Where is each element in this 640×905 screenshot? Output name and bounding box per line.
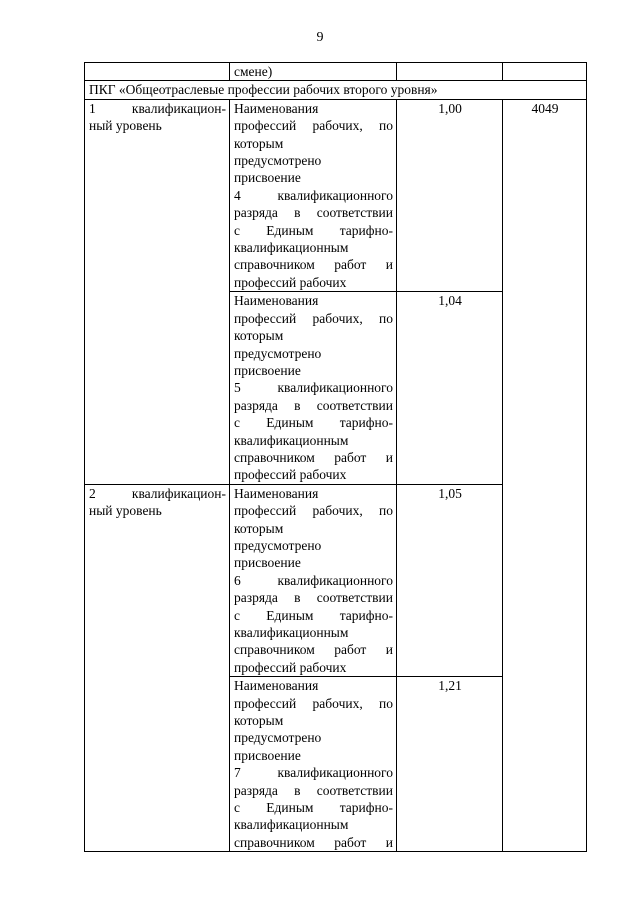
desc-line: которым	[234, 713, 284, 729]
coefficient: 1,04	[397, 292, 503, 484]
level-label-line: ный уровень	[89, 503, 162, 519]
desc-line: профессий рабочих, по	[234, 310, 393, 326]
profession-description	[230, 292, 397, 484]
empty-cell	[503, 63, 587, 81]
desc-line: разряда в соответствии	[234, 590, 393, 606]
desc-line: профессий рабочих	[234, 659, 347, 675]
desc-line: которым	[234, 328, 284, 344]
desc-line: квалификационным	[234, 432, 349, 448]
desc-line: с Единым тарифно-	[234, 800, 393, 816]
qualification-level-2	[85, 484, 230, 852]
desc-line: предусмотрено	[234, 153, 322, 169]
profession-description	[230, 99, 397, 291]
empty-cell	[85, 63, 230, 81]
desc-line: 4 квалификационного	[234, 187, 393, 203]
desc-line: 5 квалификационного	[234, 380, 393, 396]
desc-line: квалификационным	[234, 817, 349, 833]
desc-line: разряда в соответствии	[234, 397, 393, 413]
desc-line: Наименования	[234, 100, 319, 116]
desc-line: предусмотрено	[234, 730, 322, 746]
desc-line: профессий рабочих	[234, 467, 347, 483]
level-label-line: 2 квалификацион-	[89, 485, 226, 501]
desc-line: справочником работ и	[234, 642, 393, 658]
group-header-row	[85, 81, 587, 99]
coefficient: 1,21	[397, 677, 503, 852]
qualification-level-1	[85, 99, 230, 484]
desc-line: 6 квалификационного	[234, 572, 393, 588]
profession-description	[230, 484, 397, 676]
desc-line: с Единым тарифно-	[234, 607, 393, 623]
desc-line: присвоение	[234, 747, 301, 763]
group-header: ПКГ «Общеотраслевые профессии рабочих второго уровня»	[85, 81, 587, 99]
desc-line: справочником работ и	[234, 834, 393, 850]
desc-line: профессий рабочих	[234, 274, 347, 290]
desc-line: 7 квалификационного	[234, 765, 393, 781]
desc-line: квалификационным	[234, 240, 349, 256]
salary-table	[84, 62, 587, 852]
desc-line: справочником работ и	[234, 257, 393, 273]
table-row	[85, 99, 587, 291]
desc-line: профессий рабочих, по	[234, 503, 393, 519]
profession-description	[230, 677, 397, 852]
desc-line: предусмотрено	[234, 345, 322, 361]
desc-line: Наименования	[234, 678, 319, 694]
desc-line: Наименования	[234, 485, 319, 501]
salary-amount: 4049	[503, 99, 587, 851]
coefficient: 1,00	[397, 99, 503, 291]
desc-line: Наименования	[234, 293, 319, 309]
desc-line: предусмотрено	[234, 537, 322, 553]
page-number: 9	[316, 30, 324, 45]
desc-line: справочником работ и	[234, 449, 393, 465]
desc-line: разряда в соответствии	[234, 205, 393, 221]
coefficient: 1,05	[397, 484, 503, 676]
desc-line: присвоение	[234, 170, 301, 186]
desc-line: профессий рабочих, по	[234, 695, 393, 711]
desc-line: которым	[234, 520, 284, 536]
desc-line: с Единым тарифно-	[234, 222, 393, 238]
desc-line: присвоение	[234, 555, 301, 571]
desc-line: которым	[234, 135, 284, 151]
carryover-text: смене)	[230, 63, 397, 81]
level-label-line: 1 квалификацион-	[89, 100, 226, 116]
empty-cell	[397, 63, 503, 81]
level-label-line: ный уровень	[89, 118, 162, 134]
desc-line: квалификационным	[234, 625, 349, 640]
carryover-row	[85, 63, 587, 81]
desc-line: разряда в соответствии	[234, 782, 393, 798]
desc-line: с Единым тарифно-	[234, 415, 393, 431]
desc-line: присвоение	[234, 362, 301, 378]
desc-line: профессий рабочих, по	[234, 118, 393, 134]
